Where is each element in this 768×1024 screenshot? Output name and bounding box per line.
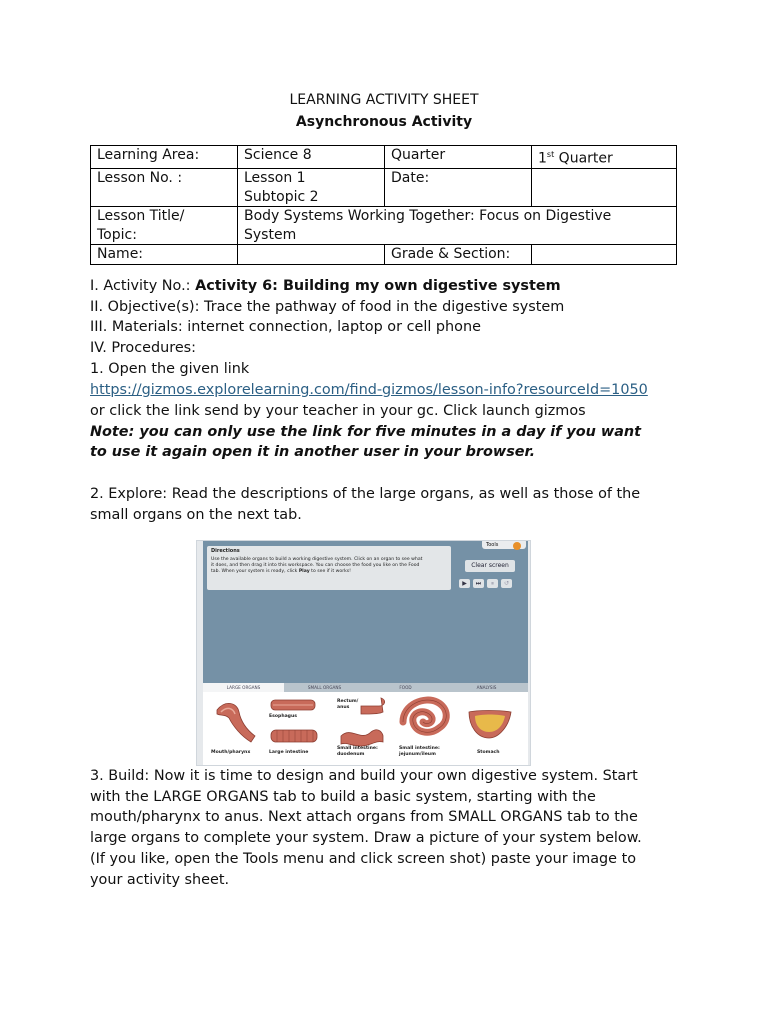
label-duodenum: Small intestine: duodenum bbox=[337, 746, 378, 757]
tab-small-organs: SMALL ORGANS bbox=[307, 685, 342, 690]
label-mouth: Mouth/pharynx bbox=[211, 750, 251, 755]
lesson-no-value: Lesson 1 Subtopic 2 bbox=[238, 169, 385, 207]
label-stomach: Stomach bbox=[477, 750, 500, 755]
play-icon: ▶ bbox=[459, 579, 470, 588]
grade-label: Grade & Section: bbox=[385, 245, 532, 265]
sheet-title: LEARNING ACTIVITY SHEET bbox=[289, 92, 479, 108]
activity-line: I. Activity No.: Activity 6: Building my own digestive system bbox=[90, 278, 561, 294]
directions-panel bbox=[207, 546, 451, 590]
learning-area-value: Science 8 bbox=[238, 146, 385, 169]
directions-text-2: it does, and then drag it into this workspace. You can choose the food you like on the Food bbox=[211, 563, 420, 568]
grade-value bbox=[532, 245, 677, 265]
lesson-title-label: Lesson Title/ Topic: bbox=[91, 207, 238, 245]
step-2-line-2: small organs on the next tab. bbox=[90, 507, 302, 523]
procedures-heading: IV. Procedures: bbox=[90, 340, 197, 356]
directions-text-3: tab. When your system is ready, click Play to see if it works! bbox=[211, 569, 351, 574]
pause-icon: ⏸ bbox=[487, 579, 498, 588]
directions-text-1: Use the available organs to build a working digestive system. Click on an organ to see what bbox=[211, 557, 423, 562]
gizmo-tabs bbox=[203, 683, 528, 692]
step-2-line-1: 2. Explore: Read the descriptions of the large organs, as well as those of the bbox=[90, 486, 641, 502]
tab-food: FOOD bbox=[399, 685, 412, 690]
lesson-no-label: Lesson No. : bbox=[91, 169, 238, 207]
step-3-line-6: your activity sheet. bbox=[90, 872, 230, 888]
step-3-line-4: large organs to complete your system. Draw a picture of your system below. bbox=[90, 830, 642, 846]
duodenum-icon bbox=[341, 730, 383, 746]
reset-icon: ↺ bbox=[501, 579, 512, 588]
step-3-line-5: (If you like, open the Tools menu and click screen shot) paste your image to bbox=[90, 851, 637, 867]
rectum-icon bbox=[361, 698, 385, 714]
gizmo-screenshot bbox=[196, 540, 531, 766]
materials-line: III. Materials: internet connection, laptop or cell phone bbox=[90, 319, 481, 335]
organ-panel bbox=[203, 692, 528, 765]
step-1-cont: or click the link send by your teacher in your gc. Click launch gizmos bbox=[90, 403, 586, 419]
quarter-label: Quarter bbox=[385, 146, 532, 169]
note-line-2: to use it again open it in another user in your browser. bbox=[90, 444, 536, 460]
tools-tab: Tools bbox=[482, 540, 526, 549]
gizmos-link[interactable]: https://gizmos.explorelearning.com/find-gizmos/lesson-info?resourceId=1050 bbox=[90, 382, 648, 398]
fast-forward-icon: ⏭ bbox=[473, 579, 484, 588]
name-label: Name: bbox=[91, 245, 238, 265]
large-intestine-icon bbox=[271, 730, 317, 742]
tab-large-organs: LARGE ORGANS bbox=[203, 683, 284, 692]
tab-analysis: ANALYSIS bbox=[476, 685, 497, 690]
learning-area-label: Learning Area: bbox=[91, 146, 238, 169]
stomach-icon bbox=[469, 711, 511, 739]
label-rectum: Rectum/ anus bbox=[337, 699, 359, 710]
name-value bbox=[238, 245, 385, 265]
label-jejunum: Small intestine: jejunum/ileum bbox=[399, 746, 440, 757]
step-3-line-2: with the LARGE ORGANS tab to build a basic system, starting with the bbox=[90, 789, 596, 805]
objective-line: II. Objective(s): Trace the pathway of food in the digestive system bbox=[90, 299, 565, 315]
step-1: 1. Open the given link bbox=[90, 361, 250, 377]
clear-screen-button: Clear screen bbox=[465, 560, 515, 572]
label-large-intestine: Large intestine bbox=[269, 750, 309, 755]
quarter-value: 1st Quarter bbox=[532, 146, 677, 169]
label-esophagus: Esophagus bbox=[269, 714, 297, 719]
info-table bbox=[90, 145, 677, 265]
frame-right bbox=[528, 541, 530, 765]
directions-title: Directions bbox=[211, 548, 240, 554]
step-3-line-3: mouth/pharynx to anus. Next attach organs from SMALL ORGANS tab to the bbox=[90, 809, 638, 825]
tools-badge-icon bbox=[513, 542, 521, 550]
lesson-title-value: Body Systems Working Together: Focus on Digestive System bbox=[238, 207, 677, 245]
note-line-1: Note: you can only use the link for five minutes in a day if you want bbox=[90, 424, 642, 440]
mouth-pharynx-icon bbox=[217, 703, 255, 742]
sheet-subtitle: Asynchronous Activity bbox=[295, 114, 473, 130]
jejunum-icon bbox=[403, 700, 446, 732]
step-3-line-1: 3. Build: Now it is time to design and build your own digestive system. Start bbox=[90, 768, 638, 784]
date-label: Date: bbox=[385, 169, 532, 207]
date-value bbox=[532, 169, 677, 207]
